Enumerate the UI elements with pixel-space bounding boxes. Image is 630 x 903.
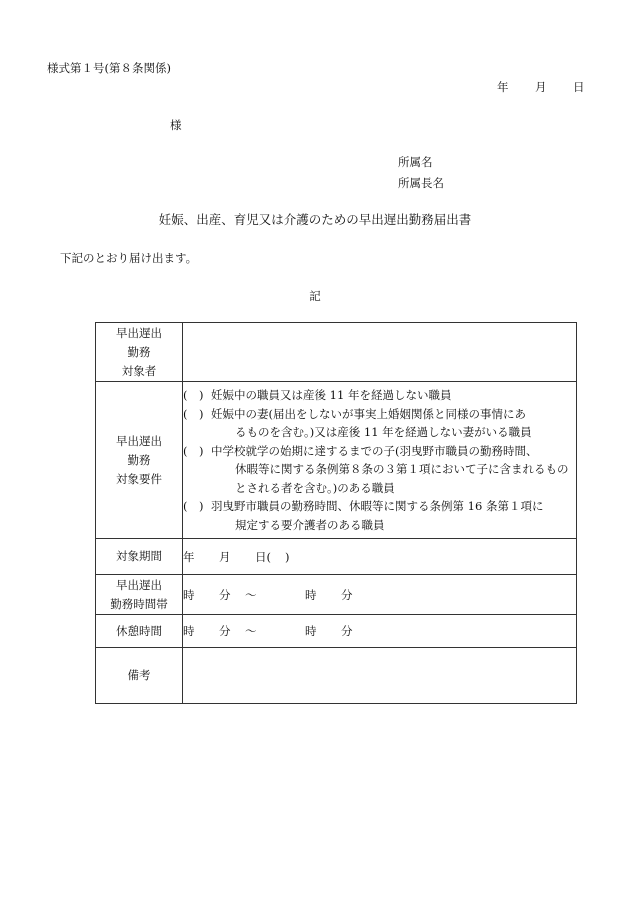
head-label: 所属長名 <box>398 176 444 190</box>
label-line: 対象要件 <box>116 471 162 486</box>
addressee-suffix: 様 <box>170 118 182 132</box>
form-id: 様式第１号(第８条関係) <box>47 61 171 75</box>
rest-row <box>96 615 577 648</box>
requirement-item <box>183 386 576 405</box>
rest-label: 休憩時間 <box>96 615 183 648</box>
work-hours-row <box>96 575 577 615</box>
submission-date <box>497 79 585 95</box>
rest-start-minute: 分 <box>219 624 231 638</box>
ki-heading: 記 <box>309 289 321 303</box>
work-end-hour: 時 <box>305 587 317 602</box>
remarks-field[interactable] <box>183 648 577 704</box>
work-start-hour: 時 <box>183 587 195 602</box>
period-day: 日( <box>255 549 271 564</box>
label-line: 勤務時間帯 <box>110 596 168 611</box>
requirement-line: 中学校就学の始期に達するまでの子(羽曳野市職員の勤務時間、 <box>211 443 538 458</box>
period-month: 月 <box>219 549 231 564</box>
requirement-checkbox[interactable]: ( ) <box>183 499 204 513</box>
rest-start-hour: 時 <box>183 624 195 638</box>
requirement-line: 羽曳野市職員の勤務時間、休暇等に関する条例第 16 条第１項に <box>211 499 544 513</box>
requirements-list <box>183 382 577 539</box>
label-line: 対象者 <box>121 363 157 378</box>
application-table <box>95 322 577 704</box>
label-line: 早出遅出 <box>116 577 162 592</box>
requirement-checkbox[interactable]: ( ) <box>183 443 204 458</box>
requirement-line: 妊娠中の妻(届出をしないが事実上婚姻関係と同様の事情にあ <box>211 406 526 421</box>
period-year: 年 <box>183 549 195 564</box>
requirements-label <box>96 382 183 539</box>
department-label: 所属名 <box>398 155 433 169</box>
requirement-item <box>183 442 576 498</box>
work-end-minute: 分 <box>341 587 353 602</box>
requirements-row <box>96 382 577 539</box>
requirement-item <box>183 497 576 534</box>
requirement-line: るものを含む。)又は産後 11 年を経過しない妻がいる職員 <box>235 425 532 439</box>
work-hours-label <box>96 575 183 615</box>
work-start-minute: 分 <box>219 587 231 602</box>
requirement-line: 妊娠中の職員又は産後 11 年を経過しない職員 <box>211 388 452 402</box>
requirement-checkbox[interactable]: ( ) <box>183 406 204 421</box>
requirement-line: 規定する要介護者のある職員 <box>235 517 385 532</box>
work-tilde: ～ <box>245 587 257 602</box>
period-field[interactable] <box>183 539 577 575</box>
target-person-field[interactable] <box>183 323 577 382</box>
date-month: 月 <box>535 80 547 94</box>
label-line: 早出遅出 <box>116 433 162 448</box>
remarks-row <box>96 648 577 704</box>
requirement-item <box>183 405 576 442</box>
label-line: 早出遅出 <box>116 325 162 340</box>
requirement-checkbox[interactable]: ( ) <box>183 388 204 402</box>
date-year: 年 <box>497 80 509 94</box>
rest-end-hour: 時 <box>305 624 317 638</box>
work-hours-field[interactable] <box>183 575 577 615</box>
label-line: 勤務 <box>127 452 151 467</box>
period-label: 対象期間 <box>96 539 183 575</box>
rest-tilde: ～ <box>245 624 257 638</box>
intro-text: 下記のとおり届け出ます。 <box>60 251 198 265</box>
label-line: 勤務 <box>127 344 151 359</box>
period-row <box>96 539 577 575</box>
requirement-line: とされる者を含む。)のある職員 <box>235 480 395 495</box>
period-close: ) <box>285 549 290 564</box>
requirement-line: 休暇等に関する条例第８条の３第１項において子に含まれるもの <box>235 462 569 476</box>
rest-end-minute: 分 <box>341 624 353 638</box>
date-day: 日 <box>573 80 585 94</box>
remarks-label: 備考 <box>96 648 183 704</box>
document-title: 妊娠、出産、育児又は介護のための早出遅出勤務届出書 <box>158 212 472 227</box>
rest-field[interactable] <box>183 615 577 648</box>
target-person-row <box>96 323 577 382</box>
target-person-label <box>96 323 183 382</box>
